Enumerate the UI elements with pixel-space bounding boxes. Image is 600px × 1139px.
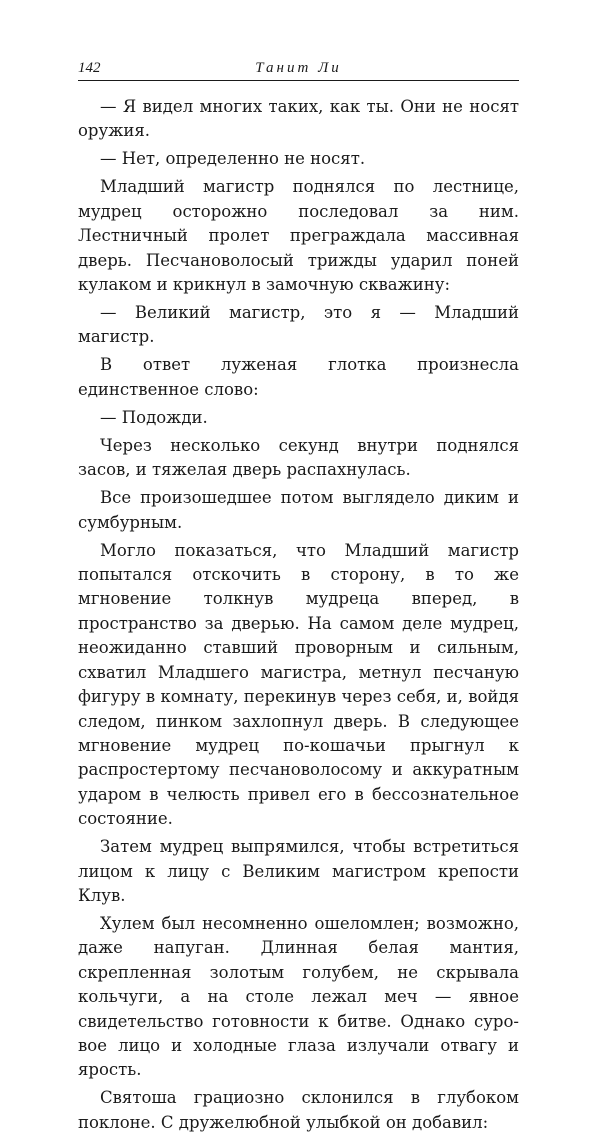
paragraph: — Нет, определенно не носят.: [100, 149, 366, 169]
paragraph: Хулем был несомненно ошеломлен; возможно, даже напуган. Длинная белая мантия, скрепленная золотым голубем, не скрывала кольчуги, а на столе лежал меч — явное свидетельство готовности к битве. Однако суровое лицо и холодные глаза излучали отвагу и ярость.: [78, 913, 519, 1080]
header-rule: [78, 80, 519, 81]
page-number: 142: [78, 60, 101, 76]
paragraph: Через несколько секунд внутри поднялся засов, и тяжелая дверь распахнулась.: [78, 435, 519, 480]
paragraph: Младший магистр поднялся по лестнице, мудрец осторожно последовал за ним. Лестничный пролет преграждaла массивная дверь. Песчановолосый трижды ударил поней кулаком и крикнул в замочную скважину:: [78, 177, 519, 295]
paragraph: Святоша грациозно склонился в глубоком поклоне. С дружелюбной улыбкой он добавил:: [78, 1088, 519, 1132]
page-header: [78, 60, 519, 82]
paragraph: — Я видел многих таких, как ты. Они не носят оружия.: [78, 97, 519, 141]
paragraph: Все произошедшее потом выглядело диким и сумбурным.: [78, 488, 519, 532]
body-text: [78, 95, 519, 1139]
paragraph: Затем мудрец выпрямился, чтобы встретиться лицом к лицу с Великим магистром крепости Клув.: [78, 837, 519, 905]
running-title: Танит Ли: [255, 60, 342, 76]
paragraph: В ответ луженая глотка произнесла единственное слово:: [78, 355, 519, 399]
paragraph: Могло показаться, что Младший магистр попытался отскочить в сторону, в то же мгновение толкнув мудреца вперед, в пространство за дверью. На самом деле мудрец, неожиданно ставший проворным и сильным, схватил Младшего магистра, метнул песчаную фигуру в комнату, перекинув через себя, и, войдя следом, пинком захлопнул дверь. В следующее мгновение мудрец по-кошачьи прыгнул к распростертому песчановолосому и аккуратным ударом в челюсть привел его в бессознательное состояние.: [78, 540, 519, 829]
paragraph: — Великий магистр, это я — Младший магистр.: [78, 303, 519, 347]
paragraph: — Подожди.: [100, 407, 208, 427]
